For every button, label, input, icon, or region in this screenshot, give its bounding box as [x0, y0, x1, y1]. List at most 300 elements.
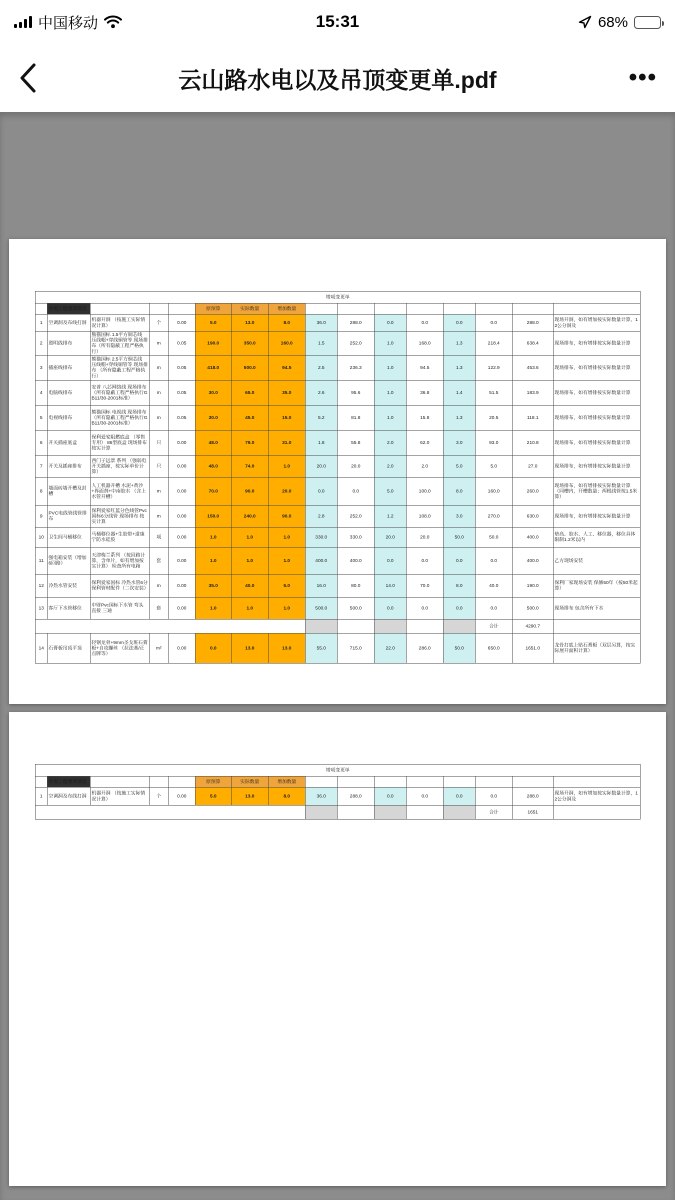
cell: m [149, 505, 168, 527]
cell: 2 [35, 331, 47, 355]
cell: 62.0 [406, 430, 443, 455]
cell: 5 [35, 405, 47, 430]
cell: 1.0 [231, 547, 268, 574]
cell: 1.2 [374, 505, 406, 527]
cell: 1.0 [374, 331, 406, 355]
cell: 81.8 [337, 405, 374, 430]
cell: 286.0 [406, 633, 443, 663]
cellular-signal-icon [14, 16, 32, 28]
cell: 630.0 [512, 505, 553, 527]
cell: m [149, 355, 168, 380]
cell: 7 [35, 455, 47, 477]
cell [406, 303, 443, 314]
cell: 330.0 [305, 527, 337, 547]
cell: 照明线排布 [47, 331, 90, 355]
cell: 5.0 [374, 477, 406, 505]
cell: 现场开洞，如有增加按实际数量计算，12公分洞及 [553, 314, 640, 331]
cell: 1.0 [231, 527, 268, 547]
cell: 36.0 [305, 787, 337, 805]
cell: 0.00 [168, 477, 195, 505]
cell: 500.0 [305, 597, 337, 619]
table-row [35, 291, 640, 303]
table-row [35, 405, 640, 430]
cell: 2.0 [406, 455, 443, 477]
cell: 190.0 [512, 574, 553, 597]
cell [406, 776, 443, 787]
cell: 400.0 [512, 527, 553, 547]
cell: 1.0 [195, 527, 231, 547]
cell: 开关及插座排布 [47, 455, 90, 477]
cell: 0.05 [168, 405, 195, 430]
cell: 500.0 [231, 355, 268, 380]
cell: 现场开洞，如有增加按实际数量计算，12公分洞及 [553, 787, 640, 805]
cell: 卫生间马桶移位 [47, 527, 90, 547]
table-row [35, 619, 640, 633]
cell: 套 [149, 597, 168, 619]
cell: 客厅下水管移位 [47, 597, 90, 619]
cell: 1651.0 [512, 633, 553, 663]
cell [149, 776, 168, 787]
cell: 0.0 [443, 314, 475, 331]
cell [149, 303, 168, 314]
cell: 50.0 [475, 527, 512, 547]
cell: 0.05 [168, 331, 195, 355]
table-row [35, 303, 640, 314]
cell: 288.0 [512, 787, 553, 805]
cell [35, 805, 305, 819]
cell: 保利爱家阻燃底盒 （零售专用） 86型底盒 现场排布 按实计算 [90, 430, 149, 455]
table-row [35, 597, 640, 619]
cell: 288.0 [337, 314, 374, 331]
cell: 现场排布，如有增排按实际数量计算 [553, 505, 640, 527]
cell: 30.0 [195, 380, 231, 405]
cell: 500.0 [512, 597, 553, 619]
cell: 8 [35, 477, 47, 505]
cell [305, 776, 337, 787]
cell: 0.0 [337, 477, 374, 505]
table-row [35, 380, 640, 405]
back-chevron-icon [18, 62, 38, 94]
subtotal-value: 4290.7 [512, 619, 553, 633]
cell: 35.0 [195, 574, 231, 597]
cell: 65.0 [231, 380, 268, 405]
pdf-page-2 [9, 712, 666, 1186]
cell: 270.0 [475, 505, 512, 527]
cell: 70.0 [195, 477, 231, 505]
cell: 乙方现场安装 [553, 547, 640, 574]
cell: 45.0 [231, 405, 268, 430]
cell: 2.8 [305, 505, 337, 527]
cell: 8.0 [443, 477, 475, 505]
cell [90, 303, 149, 314]
cell: 36.0 [305, 314, 337, 331]
cell: 13.0 [268, 633, 305, 663]
subtotal-value: 1651 [512, 805, 553, 819]
battery-icon [634, 16, 661, 29]
cell: 80.0 [337, 574, 374, 597]
cell: 1.0 [195, 547, 231, 574]
cell: 20.0 [374, 527, 406, 547]
cell: 个 [149, 787, 168, 805]
cell: 183.9 [512, 380, 553, 405]
pdf-page-1 [9, 239, 666, 704]
cell: 5.2 [305, 405, 337, 430]
table-row [35, 477, 640, 505]
cell [337, 619, 374, 633]
cell: 1.0 [268, 455, 305, 477]
cell: 95.6 [337, 380, 374, 405]
cell: 0.0 [475, 314, 512, 331]
cell: 0.00 [168, 547, 195, 574]
cell: 160.0 [268, 331, 305, 355]
cell: 100.0 [406, 477, 443, 505]
table-row [35, 314, 640, 331]
cell: 现场排布，如有增排按实际数量计算（同槽内，开槽数量；两根线管按1.5米算） [553, 477, 640, 505]
cell [475, 303, 512, 314]
cell: 现场排布，如有增排按实际数量计算 [553, 430, 640, 455]
cell: 400.0 [337, 547, 374, 574]
cell: 35.0 [268, 380, 305, 405]
cell [553, 776, 640, 787]
cell [443, 776, 475, 787]
cell: 1.0 [374, 405, 406, 430]
cell: 0.0 [305, 477, 337, 505]
status-bar [0, 0, 675, 44]
cell: 1.0 [268, 527, 305, 547]
carrier-label: 中国移动 [38, 14, 99, 32]
cell: 22.0 [374, 633, 406, 663]
cell [168, 776, 195, 787]
cell: 27.0 [512, 455, 553, 477]
table-row [35, 574, 640, 597]
cell: m [149, 574, 168, 597]
cell: 118.1 [512, 405, 553, 430]
cell: 0.0 [443, 597, 475, 619]
cell: 6 [35, 430, 47, 455]
cell [305, 805, 337, 819]
cell: 36.8 [406, 380, 443, 405]
wifi-icon [104, 15, 122, 29]
subtotal-label: 合计 [475, 805, 512, 819]
cell: 3 [35, 355, 47, 380]
cell: 288.0 [512, 314, 553, 331]
cell: 288.0 [337, 787, 374, 805]
cell: 2.6 [305, 380, 337, 405]
table-row [35, 505, 640, 527]
cell [553, 805, 640, 819]
cell [374, 805, 406, 819]
table-row [35, 430, 640, 455]
cell: 13.0 [231, 314, 268, 331]
cell: 240.0 [231, 505, 268, 527]
cell: 0.0 [374, 314, 406, 331]
cell: 252.0 [337, 331, 374, 355]
cell [443, 303, 475, 314]
cell: 增加数量 [268, 303, 305, 314]
cell: 20.5 [475, 405, 512, 430]
cell: 1.0 [231, 597, 268, 619]
cell: 冷热水管安装 [47, 574, 90, 597]
cell: 122.9 [475, 355, 512, 380]
cell: 13.0 [231, 787, 268, 805]
cell [374, 619, 406, 633]
cell: 开关插座底盒 [47, 430, 90, 455]
cell: 0.0 [406, 597, 443, 619]
table-row [35, 776, 640, 787]
cell: 15.8 [406, 405, 443, 430]
cell: 400.0 [305, 547, 337, 574]
cell: 50.0 [443, 633, 475, 663]
cell: 0.0 [374, 787, 406, 805]
cell [512, 303, 553, 314]
cell: 保利爱家红蓝分色线管Pvc国标6分线管 现场排布 按实计算 [90, 505, 149, 527]
cell: 0.00 [168, 787, 195, 805]
cell: 48.0 [195, 430, 231, 455]
clock-label: 15:31 [315, 12, 360, 31]
cell: 11 [35, 547, 47, 574]
more-button[interactable] [613, 56, 657, 100]
cell: 增加数量 [268, 776, 305, 787]
cell: 0.00 [168, 527, 195, 547]
cell: 0.0 [475, 597, 512, 619]
cell: 1.0 [268, 547, 305, 574]
cell: 0.0 [374, 597, 406, 619]
back-button[interactable] [18, 56, 62, 100]
cell [337, 805, 374, 819]
cell: 原预算 [195, 303, 231, 314]
cell: 93.0 [475, 430, 512, 455]
cell: 55.8 [337, 430, 374, 455]
cell: 电脑线排布 [47, 380, 90, 405]
cell [553, 303, 640, 314]
table-row [35, 633, 640, 663]
nav-bar [0, 44, 675, 112]
cell: 5.0 [195, 314, 231, 331]
cell: 0.00 [168, 314, 195, 331]
document-title: 云山路水电以及吊顶变更单.pdf [178, 66, 497, 93]
table-row [35, 764, 640, 776]
cell: 现场排布，如有增排按实际数量计算 [553, 380, 640, 405]
cell: 190.0 [195, 331, 231, 355]
cell: 74.0 [231, 455, 268, 477]
cell: 现场排布，如有增排按实际数量计算 [553, 331, 640, 355]
cell: 48.0 [195, 455, 231, 477]
location-arrow-icon [578, 15, 592, 29]
cell [406, 805, 443, 819]
cell: 原预算 [195, 776, 231, 787]
cell: 实际数量 [231, 303, 268, 314]
cell: 1.3 [443, 331, 475, 355]
battery-percent-label: 68% [597, 13, 628, 31]
cell: 只 [149, 430, 168, 455]
cell: 项 [149, 527, 168, 547]
sheet-title: 增项变更单 [35, 291, 640, 303]
cell: 400.0 [512, 547, 553, 574]
cell: 252.0 [337, 505, 374, 527]
cell [475, 776, 512, 787]
cell: 0.0 [443, 547, 475, 574]
cell: 个 [149, 314, 168, 331]
cell [90, 776, 149, 787]
cell: 插座线排布 [47, 355, 90, 380]
cell [374, 303, 406, 314]
cell: 人工机器开槽 水泥+黄沙+界面剂+中南胶水 （含上水管开槽） [90, 477, 149, 505]
table-row [35, 527, 640, 547]
cell: 0.0 [406, 547, 443, 574]
cell: 空调洞及布线打洞 [47, 314, 90, 331]
cell: 安普 八芯网络线 现场排布 （所有隐蔽工程严格执行GB11/30-2001标准） [90, 380, 149, 405]
cell: 2.0 [374, 455, 406, 477]
cell: 330.0 [337, 527, 374, 547]
cell: 熊猫国标 电视线 现场排布 （所有隐蔽工程严格执行GB11/30-2001标准） [90, 405, 149, 430]
cell: 马桶移位器+生胶带+道康宁防水硅胶 [90, 527, 149, 547]
cell [305, 303, 337, 314]
cell: 70.0 [406, 574, 443, 597]
cell: 20.0 [406, 527, 443, 547]
cell [406, 619, 443, 633]
cell: 5.0 [475, 455, 512, 477]
cell: 3.0 [443, 430, 475, 455]
cell: 0.00 [168, 574, 195, 597]
cell: 5.0 [268, 574, 305, 597]
cell: 94.5 [406, 355, 443, 380]
cell: 12 [35, 574, 47, 597]
cell: m [149, 405, 168, 430]
cell: 熊猫国标 1.5平方铜芯线 压线帽+穿线铜管等 现场排布（所有隐蔽工程严格执行） [91, 332, 148, 355]
more-icon: ••• [628, 64, 657, 91]
cell: 14.0 [374, 574, 406, 597]
cell: 1.0 [374, 355, 406, 380]
cell [337, 303, 374, 314]
cell: 1.0 [195, 597, 231, 619]
cell: 350.0 [231, 331, 268, 355]
cell: 9 [35, 505, 47, 527]
cell: 1.3 [443, 355, 475, 380]
cell: 55.0 [305, 633, 337, 663]
cell: 0.0 [374, 547, 406, 574]
cell: 160.0 [475, 477, 512, 505]
cell: 13.0 [231, 633, 268, 663]
table-row [35, 331, 640, 355]
cell: 3.0 [443, 505, 475, 527]
cell: 0.0 [406, 314, 443, 331]
cell [35, 303, 47, 314]
cell: 机器开洞 （按施工实际情况计算） [90, 314, 149, 331]
cell: 14 [35, 633, 47, 663]
cell [168, 303, 195, 314]
cell: 650.0 [475, 633, 512, 663]
cell: 现场排布，如有增排按实际数量计算 [553, 355, 640, 380]
cell: 空调洞及布线打洞 [47, 787, 90, 805]
cell: PVC电线管线管排布 [47, 505, 90, 527]
cell: 0.00 [168, 633, 195, 663]
cell: 150.0 [195, 505, 231, 527]
cell: 1.8 [305, 430, 337, 455]
cell: 中财Pvc国标下水管 弯头 直接 三通 [90, 597, 149, 619]
cell: 4 [35, 380, 47, 405]
cell [35, 776, 47, 787]
cell: 0.0 [475, 787, 512, 805]
cell: 168.0 [406, 331, 443, 355]
cell: 1.4 [443, 380, 475, 405]
cell: 2.5 [305, 355, 337, 380]
cell: 现场排布 包含所有下水 [553, 597, 640, 619]
cell: 20.0 [337, 455, 374, 477]
cell: 5.0 [443, 455, 475, 477]
cell: 5.0 [195, 787, 231, 805]
cell: 31.0 [268, 430, 305, 455]
cell: 轻钢龙骨+9mm圣戈班石膏板+自攻螺丝 （拉法基/正点牌等） [90, 633, 149, 663]
cell: 1 [35, 314, 47, 331]
cell: 2.0 [374, 430, 406, 455]
cell: 10 [35, 527, 47, 547]
cell: 40.0 [231, 574, 268, 597]
cell: 水电工程增项项目 [47, 303, 90, 314]
cell: 西门子远景 系列 （强弱电开关插座，按实际单价计算） [90, 455, 149, 477]
cell: 638.4 [512, 331, 553, 355]
cell: 50.0 [443, 527, 475, 547]
cell: 108.0 [406, 505, 443, 527]
cell: 715.0 [337, 633, 374, 663]
cell: 现场排布，如有增排按实际数量计算 [553, 455, 640, 477]
cell: 453.6 [512, 355, 553, 380]
change-order-table-1 [35, 291, 640, 663]
cell: 8.0 [443, 574, 475, 597]
cell: 20.0 [305, 455, 337, 477]
change-order-table-2 [35, 764, 640, 820]
cell: 236.3 [337, 355, 374, 380]
cell: 90.0 [231, 477, 268, 505]
sheet-title: 增项变更单 [35, 764, 640, 776]
cell [553, 619, 640, 633]
cell: 210.8 [512, 430, 553, 455]
cell [512, 776, 553, 787]
cell: 机器开洞 （按施工实际情况计算） [90, 787, 149, 805]
cell: 1.0 [268, 597, 305, 619]
cell: 0.0 [406, 787, 443, 805]
cell: 0.00 [168, 505, 195, 527]
table-row [35, 805, 640, 819]
cell: 0.05 [168, 380, 195, 405]
cell: m [149, 477, 168, 505]
cell: 1.3 [443, 405, 475, 430]
cell: 套 [149, 547, 168, 574]
cell: 1.0 [374, 380, 406, 405]
cell: 94.5 [268, 355, 305, 380]
cell: 现场排布，如有增排按实际数量计算 [553, 405, 640, 430]
table-row [35, 787, 640, 805]
cell: 16.0 [305, 574, 337, 597]
cell [337, 776, 374, 787]
cell: 0.00 [168, 430, 195, 455]
cell: 15.0 [268, 405, 305, 430]
cell [374, 776, 406, 787]
cell: 40.0 [475, 574, 512, 597]
cell: 79.0 [231, 430, 268, 455]
cell: m² [149, 633, 168, 663]
cell: 龙骨打底上贴石膏板（双层另算，按实际展开面积计算） [553, 633, 640, 663]
cell: 1.5 [305, 331, 337, 355]
pdf-scroll-area[interactable] [0, 112, 675, 1200]
cell: 墙面砖墙开槽及封槽 [47, 477, 90, 505]
cell: 水电工程增项项目 [47, 776, 90, 787]
table-row [35, 455, 640, 477]
cell: 只 [149, 455, 168, 477]
cell: 电视线排布 [47, 405, 90, 430]
cell: 0.0 [475, 547, 512, 574]
cell: m [149, 331, 168, 355]
cell: 8.0 [268, 314, 305, 331]
